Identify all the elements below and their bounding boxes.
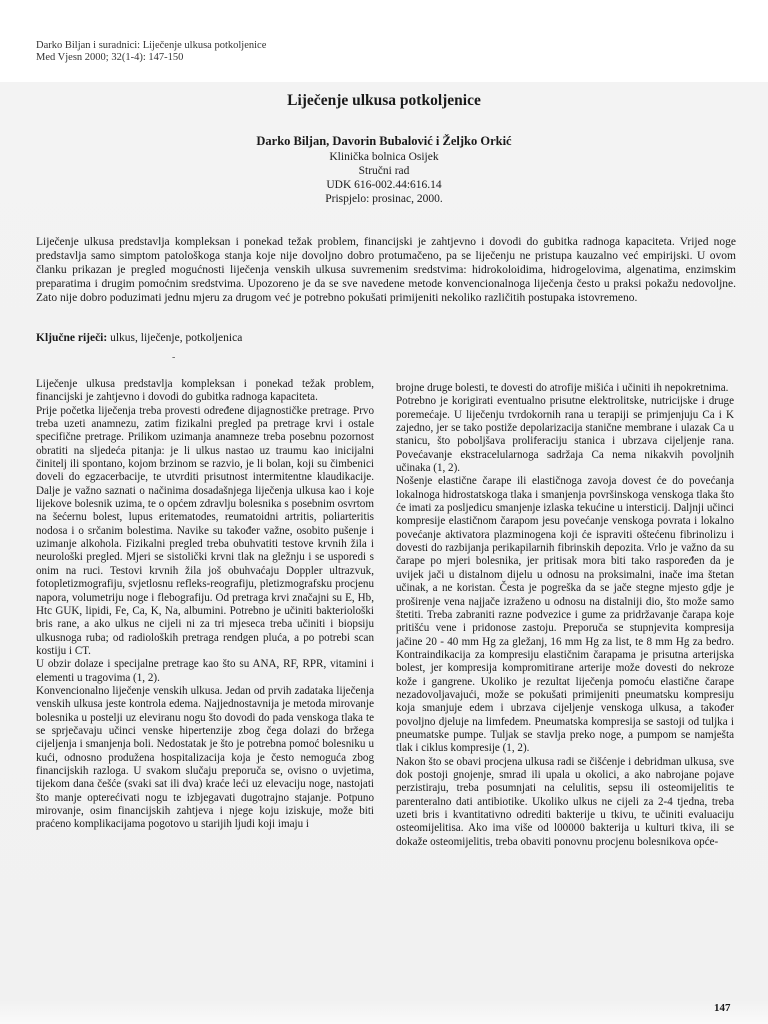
abstract: Liječenje ulkusa predstavlja kompleksan i ponekad težak problem, financijski je zahtjevno i dovodi do gubitka radnoga kapaciteta. Vrijed noge predstavlja samo simptom patološkoga stanja koje nije dovoljno dobro protumačeno, pa se liječenju ne pristupa kauzalno već empirijski. U ovom članku prikazan je pregled mogućnosti liječenja venskih ulkusa suvremenim sredstvima: hidrokoloidima, hidrogelovima, algenatima, enzimskim preparatima i drugim pomoćnim sredstvima. Upozoreno je da se sve navedene metode konvencionalnoga liječenja često u praksi pokažu nedovoljne. Zato nije dobro poduzimati jednu mjeru za drugom već je potrebno pokušati primijeniti nekoliko različitih postupaka istovremeno. [36, 236, 736, 304]
body-column-right [396, 382, 734, 987]
keywords-label: Ključne riječi: [36, 332, 108, 344]
paragraph: Liječenje ulkusa predstavlja kompleksan i ponekad težak problem, financijski je zahtjevno i dovodi do gubitka radnoga kapaciteta. [36, 378, 374, 404]
keywords-value: ulkus, liječenje, potkoljenica [110, 332, 243, 344]
affiliation: Klinička bolnica Osijek [329, 151, 439, 163]
paragraph: Nakon što se obavi procjena ulkusa radi se čišćenje i debridman ulkusa, sve dok postoji gnojenje, smrad ili upala u okolici, a ako nabrojane pojave perzistiraju, treba posumnjati na celulitis, sepsu ili osteomijelitis te parenteralno dati antibiotike. Ukoliko ulkus ne cijeli za 2-4 tjedna, treba uzeti bris i kvantitativno odrediti bakterije u tkivu, te učiniti evaluaciju osteomijelitisa. Ako ima više od l00000 bakterija u kulturi tkiva, ili se dokaže osteomijelitis, treba obaviti ponovnu procjenu bolesnikova opće- [396, 755, 734, 848]
article-authors: Darko Biljan, Davorin Bubalović i Željko Orkić [256, 134, 512, 148]
article-type: Stručni rad [358, 165, 410, 177]
paragraph: Konvencionalno liječenje venskih ulkusa. Jedan od prvih zadataka liječenja venskih ulkusa jeste kontrola edema. Najjednostavnija je metoda mirovanje bolesnika u postelji uz eleviranu nogu što dovodi do pada venskoga tlaka te se sprječavaju učinci venske hipertenzije zbog čega dolazi do bržega cijeljenja i smanjenja boli. Nedostatak je što je potrebna pomoć bolesniku u kući, odnosno produžena hospitalizacija koja je često nemoguća zbog financijskih razloga. U svakom slučaju preporuča se, ovisno o uvjetima, tijekom dana češće (svaki sat ili dva) kraće leći uz elevaciju noge, nastojati što manje opterećivati nogu te izbjegavati dugotrajno stajanje. Potpuno mirovanje, osim financijskih zahtjeva i njege koju iziskuje, može biti praćeno komplikacijama pogotovo u starijih ljudi koji imaju i [36, 684, 374, 831]
paragraph: Nošenje elastične čarape ili elastičnoga zavoja dovest će do povećanja lokalnoga hidrostatskoga tlaka i smanjenja površinskoga venskoga tlaka što će imati za posljedicu smanjenje izlaska tekućine u intersticij. Daljnji učinci kompresije elastičnom čarapom jesu povećanje venskoga povrata i lokalno povećanje aktivatora plazminogena koji će ispraviti oštećenu fibrinolizu i dovesti do razbijanja perikapilarnih fibrinskih depozita. Vrlo je važno da su čarape po mjeri bolesnika, jer pritisak mora biti tako raspoređen da je uvijek jači u distalnom dijelu u odnosu na proksimalni, inače ima štetan učinak, a ne koristan. Česta je pogreška da se jače stegne mjesto gdje je proširenje vena najjače izraženo u odnosu na distalniji dio, što može samo štetiti. Treba zabraniti razne podvezice i gume za pridržavanje čarapa koje pritišću vene i pridonose zastoju. Preporuča se stupnjevita kompresija jačine 20 - 40 mm Hg za gležanj, 16 mm Hg za list, te 8 mm Hg za bedro. Kontraindikacija za kompresiju elastičnim čarapama je prisutna arterijska bolest, jer kompresija kompromitirane arterije može dovesti do nekroze kože i gangrene. Ukoliko je rezultat liječenja pomoću elastične čarape nezadovoljavajući, može se pokušati primijeniti pneumatsku kompresiju koja smanjuje edem i ubrzava cijeljenje venskoga ulkusa, a također povoljno djeluje na limfedem. Pneumatska kompresija se sastoji od tuljka i pneumatske pumpe. Tuljak se stavlja preko noge, a pumpom se namješta tlak i ciklus kompresije (1, 2). [396, 475, 734, 755]
paragraph: Potrebno je korigirati eventualno prisutne elektrolitske, nutricijske i druge poremećaje. U liječenju tvrdokornih rana u terapiji se primjenjuju Ca i K zajedno, jer se tako postiže depolarizacija stanične membrane i ulazak Ca u stanicu, što poboljšava proliferaciju stanica i ubrzava cijeljenje rana. Povećavanje ekstracelularnoga sadržaja Ca nema nikakvih povoljnih učinaka (1, 2). [396, 395, 734, 475]
article-title: Liječenje ulkusa potkoljenice [287, 92, 481, 109]
running-head-citation: Med Vjesn 2000; 32(1-4): 147-150 [36, 52, 184, 63]
received-date: Prispjelo: prosinac, 2000. [325, 193, 443, 205]
page-number: 147 [714, 1002, 731, 1014]
running-head-authors: Darko Biljan i suradnici: Liječenje ulkusa potkoljenice [36, 40, 267, 51]
keywords [36, 332, 736, 344]
running-head [36, 40, 266, 64]
paragraph: brojne druge bolesti, te dovesti do atrofije mišića i učiniti ih nepokretnima. [396, 382, 729, 394]
udk-code: UDK 616-002.44:616.14 [326, 179, 442, 191]
body-column-left [36, 378, 374, 983]
paragraph: Prije početka liječenja treba provesti određene dijagnostičke pretrage. Prvo treba uzeti anamnezu, zatim fizikalni pregled pa pretrage krvi i ostale specifične pretrage. Prilikom uzimanja anamneze treba posebnu pozornost obratiti na sljedeća pitanja: je li ulkus nastao uz traumu kao inicijalni činitelj ili spontano, kojom brzinom se razvio, je li bolan, koji su čimbenici doveli do egzacerbacije, te utvrditi prisutnost intermitentne klaudikacije. Dalje je važno saznati o načinima dosadašnjega liječenja ulkusa kao i koje lijekove bolesnik uzima, te o općem zdravlju bolesnika s posebnim osvrtom na šećernu bolest, lupus eritematodes, reumatoidni artritis, poliarteritis nodosa i o srčanim bolestima. Navike su također važne, osobito pušenje i uzimanje alkohola. Fizikalni pregled treba obuhvatiti testove krvnih žila i neurološki pregled. Mjeri se sistolički krvni tlak na gležnju i se usporedi s onim na ruci. Testovi krvnih žila još obuhvaćaju Doppler ultrazvuk, fotopletizmografiju, svjetlosnu refleks-reografiju, pletizmografsku procjenu napora, volumetriju noge i flebografiju. Od pretraga krvi značajni su E, Hb, Htc GUK, lipidi, Fe, Ca, K, Na, albumini. Potrebno je učiniti bakteriološki bris rane, a ako ulkus ne cijeli ni za tri mjeseca treba učiniti i biopsiju ulkusnoga ruba; od radioloških pretraga rendgen pluća, a po potrebi scan kostiju i CT. [36, 404, 374, 657]
paragraph: U obzir dolaze i specijalne pretrage kao što su ANA, RF, RPR, vitamini i elementi u tragovima (1, 2). [36, 658, 374, 684]
stray-mark: - [172, 352, 176, 363]
article-meta [0, 150, 768, 206]
